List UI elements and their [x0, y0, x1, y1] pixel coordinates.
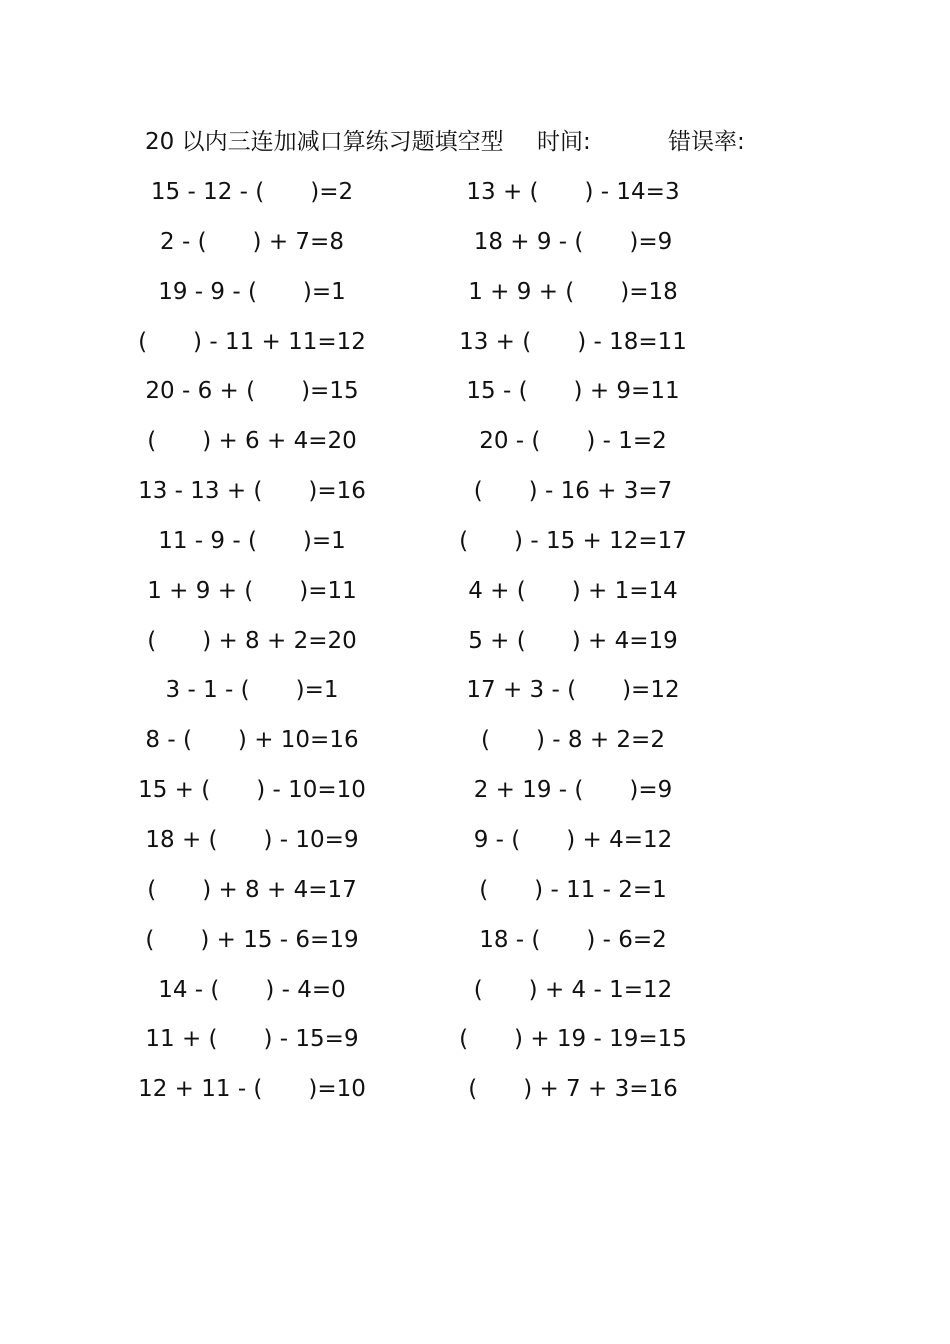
problem-item: 18 + 9 - ( )=9: [473, 228, 673, 255]
problem-item: ( ) - 11 + 11=12: [138, 328, 366, 355]
problem-item: 18 + ( ) - 10=9: [145, 826, 359, 853]
problem-item: ( ) + 8 + 4=17: [147, 876, 357, 903]
problem-item: 12 + 11 - ( )=10: [138, 1076, 366, 1103]
problem-item: ( ) - 11 - 2=1: [479, 876, 667, 903]
error-rate-label: 错误率:: [668, 129, 745, 155]
problem-item: ( ) - 15 + 12=17: [459, 527, 687, 554]
right-problem-column: [453, 174, 693, 1121]
problem-item: 17 + 3 - ( )=12: [466, 677, 680, 704]
problem-item: 15 - ( ) + 9=11: [466, 378, 680, 405]
problem-item: 11 - 9 - ( )=1: [158, 527, 346, 554]
problem-item: 3 - 1 - ( )=1: [165, 677, 339, 704]
problem-item: 1 + 9 + ( )=11: [147, 577, 357, 604]
problem-item: ( ) + 7 + 3=16: [468, 1076, 678, 1103]
problem-item: 14 - ( ) - 4=0: [158, 976, 346, 1003]
problem-item: ( ) + 15 - 6=19: [145, 926, 359, 953]
problem-item: 15 + ( ) - 10=10: [138, 777, 366, 804]
problem-item: 20 - ( ) - 1=2: [479, 428, 667, 455]
worksheet-title: 20 以内三连加减口算练习题填空型: [145, 129, 504, 155]
problem-item: ( ) + 19 - 19=15: [459, 1026, 687, 1053]
problem-item: 11 + ( ) - 15=9: [145, 1026, 359, 1053]
problem-item: 18 - ( ) - 6=2: [479, 926, 667, 953]
problem-item: 13 - 13 + ( )=16: [138, 478, 366, 505]
problem-item: ( ) + 4 - 1=12: [473, 976, 673, 1003]
problem-item: 19 - 9 - ( )=1: [158, 278, 346, 305]
problem-item: 13 + ( ) - 14=3: [466, 179, 680, 205]
problem-item: 2 + 19 - ( )=9: [473, 777, 673, 804]
problem-item: 8 - ( ) + 10=16: [145, 727, 359, 754]
problem-item: ( ) + 6 + 4=20: [147, 428, 357, 455]
problem-item: 9 - ( ) + 4=12: [473, 826, 673, 853]
worksheet-header: [145, 126, 785, 158]
problem-item: ( ) - 8 + 2=2: [481, 727, 665, 754]
problem-item: 4 + ( ) + 1=14: [468, 577, 678, 604]
problem-item: 15 - 12 - ( )=2: [150, 179, 354, 205]
problem-item: 1 + 9 + ( )=18: [468, 278, 678, 305]
problem-item: ( ) + 8 + 2=20: [147, 627, 357, 654]
problem-item: 20 - 6 + ( )=15: [145, 378, 359, 405]
left-problem-column: [132, 174, 372, 1121]
problem-item: ( ) - 16 + 3=7: [473, 478, 673, 505]
problem-item: 5 + ( ) + 4=19: [468, 627, 678, 654]
problem-item: 2 - ( ) + 7=8: [160, 228, 344, 255]
problem-item: 13 + ( ) - 18=11: [459, 328, 687, 355]
time-label: 时间:: [537, 129, 591, 155]
